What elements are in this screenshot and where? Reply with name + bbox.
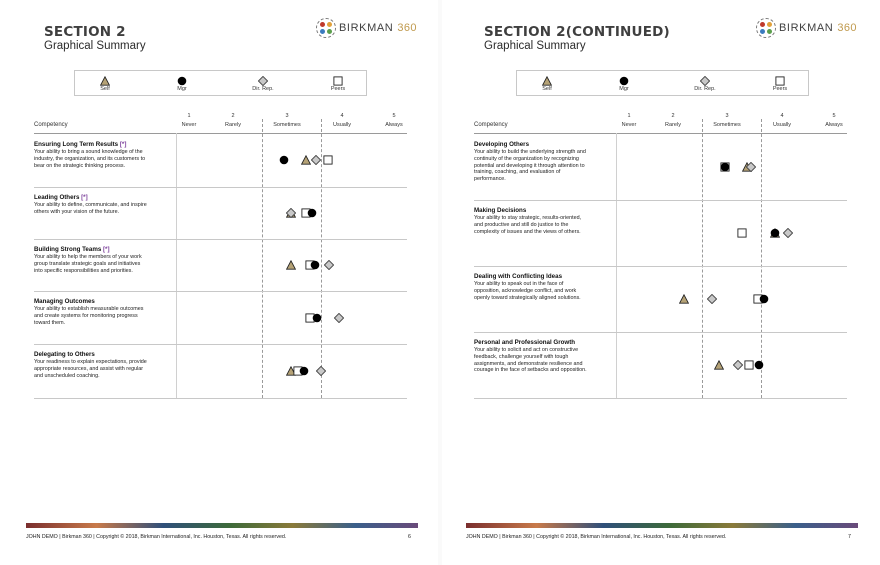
peers-square-icon [737,225,747,242]
competency-name-text: Dealing with Conflicting Ideas [474,273,563,280]
legend-item-self [75,73,135,92]
birkman-logo [756,18,857,38]
self-triangle-icon [517,73,577,85]
page-number: 7 [848,534,851,540]
rating-marker-dir [324,257,334,275]
scale-number: 3 [285,113,289,119]
report-page-7 [440,0,880,565]
rating-marker-mgr [720,159,730,177]
rating-marker-mgr [299,363,309,381]
legend-item-dir [233,73,293,92]
scale-number: 2 [671,113,675,119]
competency-description: Your ability to speak out in the face of opposition, acknowledge conflict, and work openly toward strategically aligned solutions. [474,281,581,301]
scale-label: Usually [772,122,792,128]
dir-rep-diamond-icon [733,357,743,374]
mgr-circle-icon [312,310,322,327]
brand-name: BIRKMAN [339,22,394,34]
legend-item-peers [750,73,810,92]
competency-row [474,339,847,374]
rating-marker-mgr [310,257,320,275]
asterisk-marker: [*] [118,141,127,148]
rating-marker-peers [737,225,747,243]
competency-row [474,273,847,301]
scale-label: Usually [332,122,352,128]
rating-marker-mgr [770,225,780,243]
dir-rep-diamond-icon [783,225,793,242]
competency-row [34,246,407,274]
competency-name-text: Ensuring Long Term Results [34,141,119,148]
self-triangle-icon [286,257,296,274]
dir-rep-diamond-icon [675,73,735,85]
header-rule [34,133,407,134]
peers-square-icon [308,73,368,85]
legend-item-peers [308,73,368,92]
self-triangle-icon [714,357,724,374]
competency-name-text: Delegating to Others [34,351,95,358]
row-divider [34,239,407,240]
section-title: SECTION 2(CONTINUED) [484,24,670,40]
rating-marker-dir [311,152,321,170]
rating-marker-mgr [312,310,322,328]
birkman-logo-icon [316,18,336,38]
competency-header: Competency [34,122,68,128]
scale-number: 5 [392,113,396,119]
dir-rep-diamond-icon [334,310,344,327]
dir-rep-diamond-icon [707,291,717,308]
mgr-circle-icon [720,159,730,176]
rating-marker-dir [733,357,743,375]
mgr-circle-icon [299,363,309,380]
mgr-circle-icon [594,73,654,85]
legend-label-peers: Peers [330,86,346,92]
rating-marker-self [714,357,724,375]
legend-label-dir: Dir. Rep. [694,86,716,92]
competency-name [34,141,407,148]
peers-square-icon [744,357,754,374]
legend [74,70,367,96]
scale-number: 5 [832,113,836,119]
self-triangle-icon [679,291,689,308]
page-number: 6 [408,534,411,540]
rating-marker-mgr [279,152,289,170]
header-rule [474,133,847,134]
rating-marker-mgr [754,357,764,375]
rating-marker-dir [286,205,296,223]
dir-rep-diamond-icon [233,73,293,85]
mgr-circle-icon [307,205,317,222]
scale-number: 2 [231,113,235,119]
legend-label-mgr: Mgr [619,86,629,92]
legend-item-self [517,73,577,92]
peers-square-icon [750,73,810,85]
asterisk-marker: [*] [101,246,110,253]
rating-marker-mgr [759,291,769,309]
legend-item-mgr [152,73,212,92]
row-divider [474,200,847,201]
competency-name [34,298,407,305]
rating-marker-dir [783,225,793,243]
competency-name [34,194,407,201]
legend-item-mgr [594,73,654,92]
mgr-circle-icon [310,257,320,274]
asterisk-marker: [*] [79,194,88,201]
row-divider [34,398,407,399]
legend-label-mgr: Mgr [177,86,187,92]
section-title: SECTION 2 [44,24,126,40]
page-gutter [438,0,442,565]
competency-row [34,194,407,216]
birkman-logo-icon [756,18,776,38]
scale-label: Always [385,122,403,128]
legend-label-self: Self [100,86,110,92]
competency-name [474,141,847,148]
mgr-circle-icon [279,152,289,169]
competency-name-text: Building Strong Teams [34,246,102,253]
rating-marker-self [286,257,296,275]
brand-number: 360 [397,22,417,34]
competency-row [34,351,407,379]
competency-row [474,141,847,182]
scale-number: 1 [627,113,631,119]
mgr-circle-icon [754,357,764,374]
row-divider [34,291,407,292]
competency-name [34,246,407,253]
competency-description: Your ability to build the underlying strength and continuity of the organization by recognizing potential and developing it through attention to training, coaching, and evaluation of performance. [474,149,586,182]
scale-number: 1 [187,113,191,119]
dir-rep-diamond-icon [286,205,296,222]
competency-name-text: Leading Others [34,194,80,201]
peers-square-icon [323,152,333,169]
section-subtitle: Graphical Summary [484,40,586,52]
competency-name [474,273,847,280]
legend [516,70,809,96]
scale-label: Rarely [225,122,241,128]
row-divider [34,344,407,345]
competency-description: Your ability to define, communicate, and inspire others with your vision of the future. [34,202,147,216]
rating-marker-self [679,291,689,309]
rating-marker-dir [707,291,717,309]
footer-copyright: JOHN DEMO | Birkman 360 | Copyright © 2018, Birkman International, Inc. Houston, Texas. All rights reserved. [26,534,287,540]
row-divider [474,332,847,333]
competency-description: Your readiness to explain expectations, provide appropriate resources, and assist with regular and unscheduled coaching. [34,359,147,379]
competency-name-text: Managing Outcomes [34,298,95,305]
brand-name: BIRKMAN [779,22,834,34]
rating-marker-dir [746,159,756,177]
scale-label: Sometimes [713,122,741,128]
rating-marker-dir [334,310,344,328]
mgr-circle-icon [759,291,769,308]
scale-number: 4 [340,113,344,119]
mgr-circle-icon [770,225,780,242]
row-divider [474,398,847,399]
scale-label: Never [621,122,637,128]
scale-number: 4 [780,113,784,119]
footer-copyright: JOHN DEMO | Birkman 360 | Copyright © 2018, Birkman International, Inc. Houston, Texas. All rights reserved. [466,534,727,540]
dir-rep-diamond-icon [311,152,321,169]
footer-color-bar [26,523,418,528]
rating-marker-mgr [307,205,317,223]
dir-rep-diamond-icon [316,363,326,380]
rating-marker-dir [316,363,326,381]
competency-row [34,141,407,169]
rating-marker-peers [323,152,333,170]
competency-name [474,339,847,346]
dir-rep-diamond-icon [324,257,334,274]
competency-row [34,298,407,326]
scale-label: Sometimes [273,122,301,128]
competency-description: Your ability to stay strategic, results-oriented, and productive and still do justice to the complexity of issues and the views of others. [474,215,582,235]
row-divider [474,266,847,267]
self-triangle-icon [75,73,135,85]
scale-label: Never [181,122,197,128]
dir-rep-diamond-icon [746,159,756,176]
legend-label-dir: Dir. Rep. [252,86,274,92]
competency-name-text: Personal and Professional Growth [474,339,576,346]
mgr-circle-icon [152,73,212,85]
competency-name-text: Developing Others [474,141,530,148]
competency-description: Your ability to solicit and act on constructive feedback, challenge yourself with tough assignments, and demonstrate resilience and courage in the face of setbacks and opposition. [474,347,587,374]
competency-name-text: Making Decisions [474,207,527,214]
competency-description: Your ability to bring a sound knowledge of the industry, the organization, and its customers to bear on the strategic thinking process. [34,149,146,169]
footer-color-bar [466,523,858,528]
legend-label-peers: Peers [772,86,788,92]
competency-name [34,351,407,358]
legend-label-self: Self [542,86,552,92]
brand-number: 360 [837,22,857,34]
competency-name [474,207,847,214]
row-divider [34,187,407,188]
scale-number: 3 [725,113,729,119]
birkman-logo [316,18,417,38]
scale-label: Rarely [665,122,681,128]
competency-header: Competency [474,122,508,128]
rating-marker-peers [744,357,754,375]
legend-item-dir [675,73,735,92]
competency-description: Your ability to help the members of your work group translate strategic goals and initiatives into specific responsibilities and priorities. [34,254,142,274]
scale-label: Always [825,122,843,128]
competency-description: Your ability to establish measurable outcomes and create systems for monitoring progress toward them. [34,306,144,326]
section-subtitle: Graphical Summary [44,40,146,52]
